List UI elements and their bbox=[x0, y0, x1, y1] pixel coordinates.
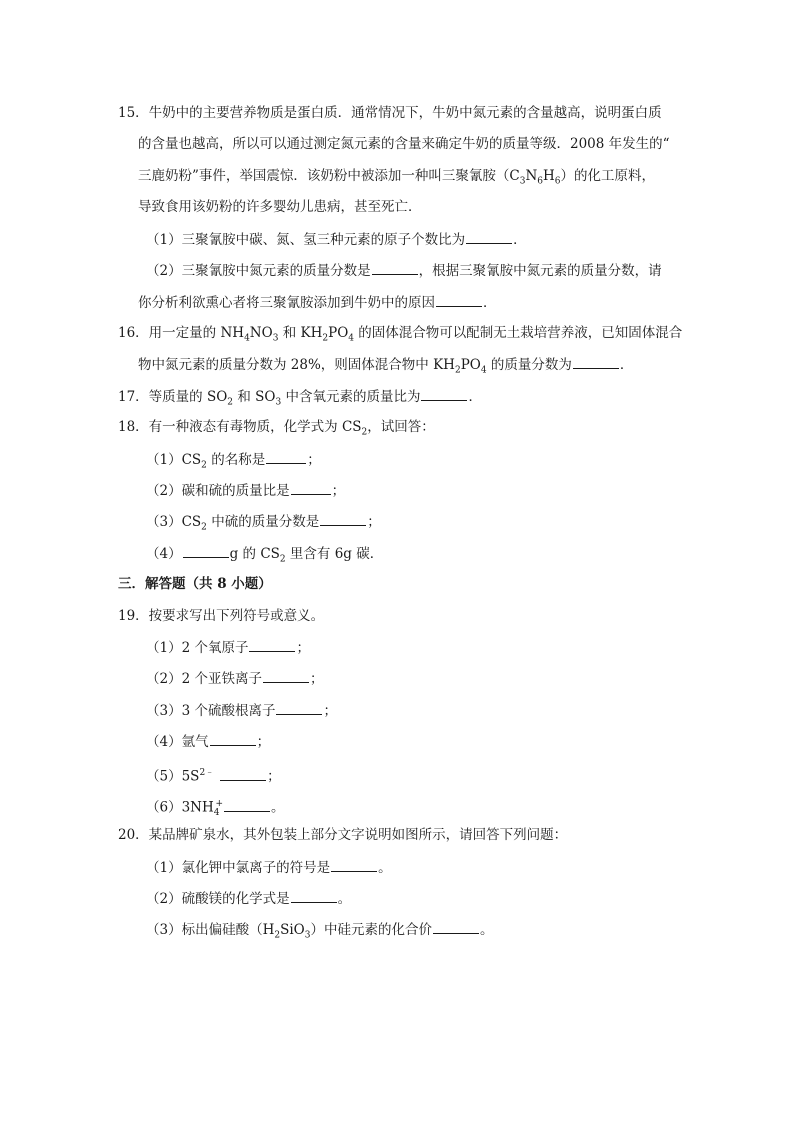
punctuation: ． bbox=[513, 232, 527, 248]
punctuation: ； bbox=[309, 671, 324, 687]
formula-part: PO bbox=[460, 357, 481, 373]
punctuation: ． bbox=[619, 357, 634, 373]
q15-line-3 bbox=[138, 167, 655, 191]
answer-blank[interactable] bbox=[220, 767, 266, 781]
q16-text-1a: 16．用一定量的 NH bbox=[118, 325, 245, 341]
q20-part-2 bbox=[146, 889, 351, 908]
q15-part-1-text: （1）三聚氰胺中碳、氮、氢三种元素的原子个数比为 bbox=[146, 232, 466, 248]
q19-part-2-text: （2）2 个亚铁离子 bbox=[146, 671, 262, 687]
q15-text-1: 15．牛奶中的主要营养物质是蛋白质．通常情况下，牛奶中氮元素的含量越高，说明蛋白质 bbox=[118, 105, 662, 121]
answer-blank[interactable] bbox=[263, 669, 309, 683]
q18-part-4-text-b: g 的 CS bbox=[229, 546, 280, 562]
q19-part-6 bbox=[146, 795, 285, 822]
answer-blank[interactable] bbox=[291, 889, 337, 903]
q17-line bbox=[118, 387, 482, 412]
q15-part-2-cont bbox=[138, 293, 497, 312]
q15-text-3b: ）的化工原料， bbox=[560, 168, 656, 184]
q19-part-4 bbox=[146, 732, 270, 751]
subscript: 3 bbox=[275, 397, 282, 408]
q19-part-1-text: （1）2 个氧原子 bbox=[146, 640, 249, 656]
q15-part-2-text-c: 你分析利欲熏心者将三聚氰胺添加到牛奶中的原因 bbox=[138, 295, 435, 311]
q20-part-1 bbox=[146, 858, 392, 877]
q19-part-3-text: （3）3 个硫酸根离子 bbox=[146, 703, 276, 719]
q18-text-1a: 18．有一种液态有毒物质，化学式为 CS bbox=[118, 419, 362, 435]
q18-part-4 bbox=[146, 544, 383, 569]
subscript: 4 bbox=[244, 333, 250, 344]
superscript: + bbox=[215, 799, 224, 809]
q16-line-1 bbox=[118, 324, 682, 348]
answer-blank[interactable] bbox=[573, 355, 619, 369]
q20-part-3-text: （3）标出偏硅酸（H bbox=[146, 922, 275, 938]
q18-part-4-text: （4） bbox=[146, 546, 182, 562]
answer-blank[interactable] bbox=[291, 481, 331, 495]
punctuation: ； bbox=[331, 483, 346, 499]
answer-blank[interactable] bbox=[331, 858, 377, 872]
q19-part-1 bbox=[146, 638, 310, 657]
punctuation: ； bbox=[256, 734, 271, 750]
answer-blank[interactable] bbox=[433, 920, 479, 934]
q18-part-3 bbox=[146, 512, 381, 537]
answer-blank[interactable] bbox=[224, 798, 270, 812]
q18-part-1-text-b: 的名称是 bbox=[206, 452, 266, 468]
q15-line-4 bbox=[138, 198, 422, 216]
q16-text-2a: 物中氮元素的质量分数为 28%，则固体混合物中 KH bbox=[138, 357, 455, 373]
answer-blank[interactable] bbox=[436, 293, 482, 307]
q19-part-4-text: （4）氩气 bbox=[146, 734, 209, 750]
subscript: 6 bbox=[554, 176, 561, 187]
answer-blank[interactable] bbox=[183, 544, 229, 558]
q15-part-1 bbox=[146, 230, 527, 249]
punctuation: ； bbox=[367, 514, 381, 530]
q18-part-1-text: （1）CS bbox=[146, 452, 202, 468]
q20-part-3-text-b: ）中硅元素的化合价 bbox=[310, 922, 432, 938]
subscript: 2 bbox=[201, 522, 207, 533]
subscript: 4 bbox=[480, 365, 487, 376]
section-heading bbox=[118, 575, 272, 593]
superscript: 2﹣ bbox=[199, 768, 215, 778]
q18-part-3-text-b: 中硫的质量分数是 bbox=[206, 514, 320, 530]
q20-part-3 bbox=[146, 920, 493, 945]
subscript: 2 bbox=[322, 333, 329, 344]
formula-part: H bbox=[543, 168, 555, 184]
subscript: 3 bbox=[272, 333, 279, 344]
subscript: 3 bbox=[304, 930, 311, 941]
q19-part-2 bbox=[146, 669, 323, 688]
q15-text-2: 的含量也越高，所以可以通过测定氮元素的含量来确定牛奶的质量等级．2008 年发生的“ bbox=[138, 136, 670, 152]
q20-part-1-text: （1）氯化钾中氯离子的符号是 bbox=[146, 860, 331, 876]
punctuation: 。 bbox=[378, 860, 392, 876]
formula-part: NO bbox=[249, 325, 273, 341]
q18-text-1b: ，试回答： bbox=[367, 419, 435, 435]
q19-text: 19．按要求写出下列符号或意义。 bbox=[118, 608, 325, 624]
q16-line-2 bbox=[138, 355, 633, 380]
q15-text-3a: 三鹿奶粉”事件，举国震惊．该奶粉中被添加一种叫三聚氰胺（C bbox=[138, 168, 520, 184]
q18-part-4-text-c: 里含有 6g 碳． bbox=[285, 546, 384, 562]
section-title: 三．解答题（共 8 小题） bbox=[118, 576, 272, 592]
answer-blank[interactable] bbox=[421, 387, 467, 401]
formula-part: N bbox=[525, 168, 538, 184]
formula-part: 和 SO bbox=[233, 389, 276, 405]
q15-part-2-text-b: ，根据三聚氰胺中氮元素的质量分数，请 bbox=[418, 263, 662, 279]
answer-blank[interactable] bbox=[210, 732, 256, 746]
q20-line-1 bbox=[118, 826, 567, 844]
q17-text-a: 17．等质量的 SO bbox=[118, 389, 228, 405]
subscript: 6 bbox=[537, 176, 544, 187]
punctuation: 。 bbox=[479, 922, 494, 938]
subscript: 2 bbox=[227, 397, 234, 408]
formula-part: 和 KH bbox=[278, 325, 323, 341]
answer-blank[interactable] bbox=[276, 701, 322, 715]
punctuation: ； bbox=[323, 703, 337, 719]
q18-part-2-text: （2）碳和硫的质量比是 bbox=[146, 483, 290, 499]
punctuation: ． bbox=[483, 295, 497, 311]
punctuation: ； bbox=[267, 768, 281, 785]
q19-part-5 bbox=[146, 764, 281, 786]
answer-blank[interactable] bbox=[466, 230, 512, 244]
subscript: 2 bbox=[361, 427, 368, 438]
answer-blank[interactable] bbox=[372, 261, 418, 275]
formula-part: SiO bbox=[280, 922, 305, 938]
q19-line-1 bbox=[118, 607, 324, 625]
q19-part-6-text: （6）3NH bbox=[146, 799, 214, 816]
formula-part: PO bbox=[328, 325, 349, 341]
subscript: 3 bbox=[519, 176, 526, 187]
q17-text-c: 中含氧元素的质量比为 bbox=[281, 389, 421, 405]
q15-text-4: 导致食用该奶粉的许多婴幼儿患病，甚至死亡． bbox=[138, 199, 422, 215]
q19-part-3 bbox=[146, 701, 337, 720]
subscript: 4 bbox=[213, 808, 220, 819]
subscript: 2 bbox=[274, 930, 281, 941]
answer-blank[interactable] bbox=[320, 512, 366, 526]
q20-part-2-text: （2）硫酸镁的化学式是 bbox=[146, 891, 290, 907]
punctuation: 。 bbox=[271, 799, 285, 816]
subscript: 2 bbox=[201, 460, 207, 471]
q19-part-5-text: （5）5S bbox=[146, 768, 200, 785]
subscript: 2 bbox=[454, 365, 461, 376]
answer-blank[interactable] bbox=[266, 450, 306, 464]
q15-line-2 bbox=[138, 135, 670, 153]
q18-part-2 bbox=[146, 481, 345, 500]
punctuation: ． bbox=[468, 389, 482, 405]
q15-line-1 bbox=[118, 104, 662, 122]
punctuation: 。 bbox=[337, 891, 352, 907]
punctuation: ； bbox=[307, 452, 321, 468]
answer-blank[interactable] bbox=[249, 638, 295, 652]
q15-part-2-text: （2）三聚氰胺中氮元素的质量分数是 bbox=[146, 263, 371, 279]
subscript: 2 bbox=[279, 554, 286, 565]
q16-text-1b: 的固体混合物可以配制无土栽培营养液，已知固体混合 bbox=[354, 325, 683, 341]
q18-part-3-text: （3）CS bbox=[146, 514, 202, 530]
q16-text-2b: 的质量分数为 bbox=[486, 357, 572, 373]
q18-part-1 bbox=[146, 450, 321, 475]
punctuation: ； bbox=[296, 640, 310, 656]
q20-text: 20．某品牌矿泉水，其外包装上部分文字说明如图所示，请回答下列问题： bbox=[118, 827, 568, 843]
q15-part-2 bbox=[146, 261, 662, 280]
q18-line-1 bbox=[118, 418, 435, 442]
subscript: 4 bbox=[348, 333, 354, 344]
